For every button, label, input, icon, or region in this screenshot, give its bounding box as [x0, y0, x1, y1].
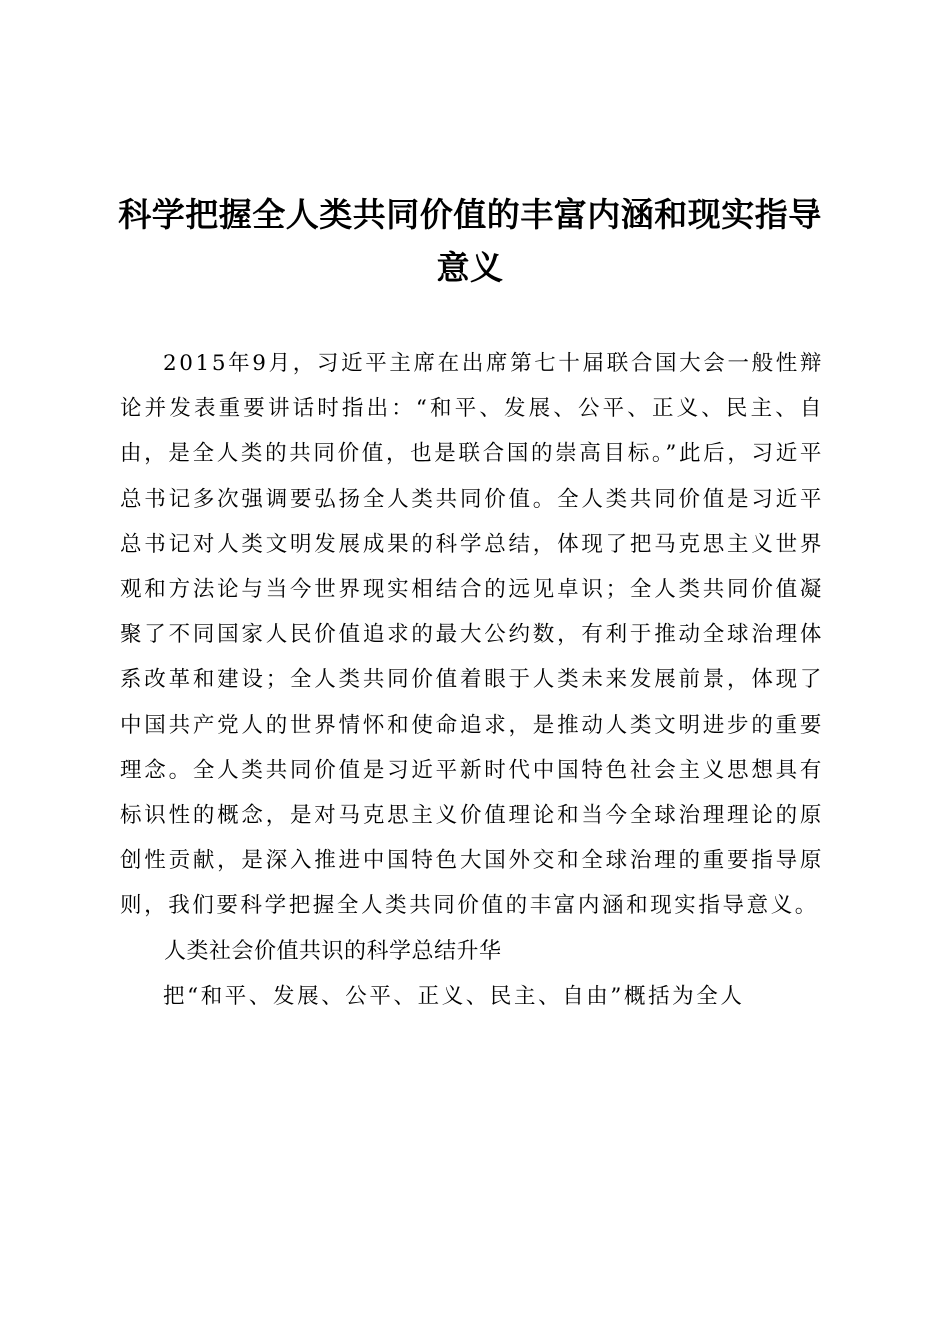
- document-title: 科学把握全人类共同价值的丰富内涵和现实指导意义: [118, 195, 822, 287]
- document-body: [120, 341, 824, 1019]
- intro-paragraph: 2015年9月，习近平主席在出席第七十届联合国大会一般性辩论并发表重要讲话时指出：“和平、发展、公平、正义、民主、自由，是全人类的共同价值，也是联合国的崇高目标。”此后，习近平总书记多次强调要弘扬全人类共同价值。全人类共同价值是习近平总书记对人类文明发展成果的科学总结，体现了把马克思主义世界观和方法论与当今世界现实相结合的远见卓识；全人类共同价值凝聚了不同国家人民价值追求的最大公约数，有利于推动全球治理体系改革和建设；全人类共同价值着眼于人类未来发展前景，体现了中国共产党人的世界情怀和使命追求，是推动人类文明进步的重要理念。全人类共同价值是习近平新时代中国特色社会主义思想具有标识性的概念，是对马克思主义价值理论和当今全球治理理论的原创性贡献，是深入推进中国特色大国外交和全球治理的重要指导原则，我们要科学把握全人类共同价值的丰富内涵和现实指导意义。: [120, 351, 824, 919]
- section-paragraph: 把“和平、发展、公平、正义、民主、自由”概括为全人: [163, 983, 745, 1009]
- section-heading: 人类社会价值共识的科学总结升华: [164, 938, 502, 964]
